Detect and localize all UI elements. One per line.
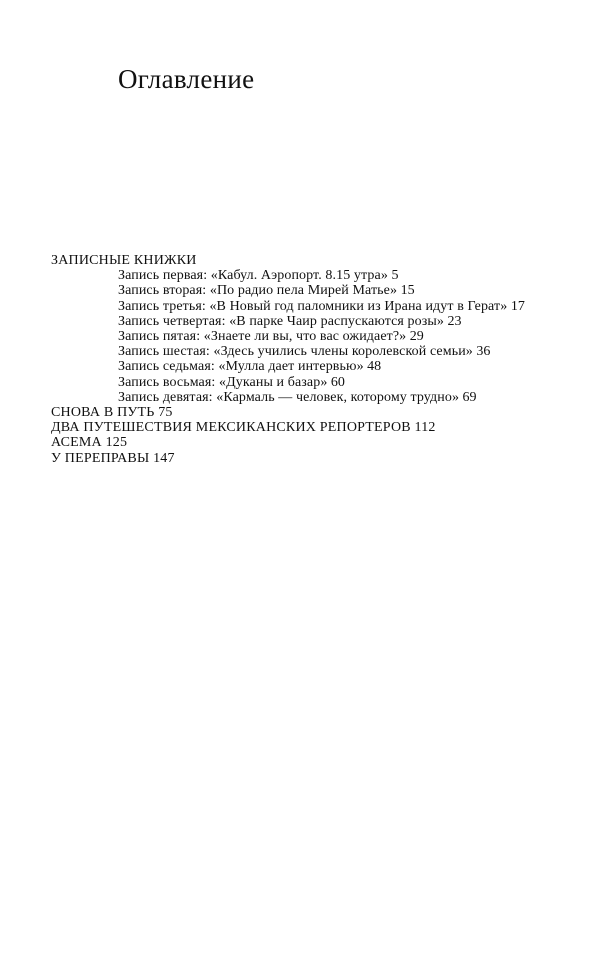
toc-entry-9 [51,390,591,405]
toc-section-again-on-the-road [51,405,591,420]
toc-entry-page: 69 [462,389,477,405]
toc-entry-label: Запись вторая: «По радио пела Мирей Матье» [118,283,398,299]
toc-entry-label: Запись седьмая: «Мулла дает интервью» [118,359,364,375]
toc-entry-label: Запись шестая: «Здесь учились члены королевской семьи» [118,344,473,360]
toc-entry-page: 15 [400,283,415,299]
toc-section-label: ДВА ПУТЕШЕСТВИЯ МЕКСИКАНСКИХ РЕПОРТЕРОВ [51,420,411,436]
toc-section-at-the-crossing [51,451,591,466]
toc-entry-page: 23 [447,313,462,329]
toc-entry-page: 60 [330,374,345,390]
toc-entry-label: Запись восьмая: «Дуканы и базар» [118,374,328,390]
toc-entry-1 [51,268,591,283]
toc-section-page: 75 [158,405,173,421]
table-of-contents [51,253,591,466]
toc-section-label: АСЕМА [51,435,102,451]
toc-section-label: ЗАПИСНЫЕ КНИЖКИ [51,253,197,268]
toc-entry-page: 48 [367,359,382,375]
toc-section-page: 147 [153,450,175,466]
toc-entry-page: 29 [409,329,424,345]
toc-entry-label: Запись девятая: «Кармаль — человек, которому трудно» [118,389,460,405]
toc-entry-label: Запись четвертая: «В парке Чаир распускаются розы» [118,313,444,329]
toc-section-page: 125 [105,435,128,451]
toc-entry-label: Запись первая: «Кабул. Аэропорт. 8.15 утра» [118,268,388,284]
toc-entry-3 [51,299,538,314]
toc-entry-5 [51,329,591,344]
toc-section-label: У ПЕРЕПРАВЫ [51,450,150,466]
toc-entry-page: 36 [476,344,491,360]
toc-entry-7 [51,359,591,374]
toc-entry-8 [51,375,591,390]
toc-entry-6 [51,344,591,359]
toc-entry-label: Запись пятая: «Знаете ли вы, что вас ожидает?» [118,329,407,345]
toc-entry-2 [51,283,591,298]
toc-entry-page: 17 [510,298,525,314]
toc-entry-4 [51,314,591,329]
toc-entry-label: Запись третья: «В Новый год паломники из Ирана идут в Герат» [118,298,508,314]
page-title: Оглавление [118,64,255,94]
toc-entry-page: 5 [391,268,399,284]
toc-section-notebooks [51,253,591,268]
toc-section-page: 112 [414,420,436,436]
toc-section-two-journeys [51,420,591,435]
toc-section-label: СНОВА В ПУТЬ [51,405,155,421]
toc-section-asema [51,435,591,450]
